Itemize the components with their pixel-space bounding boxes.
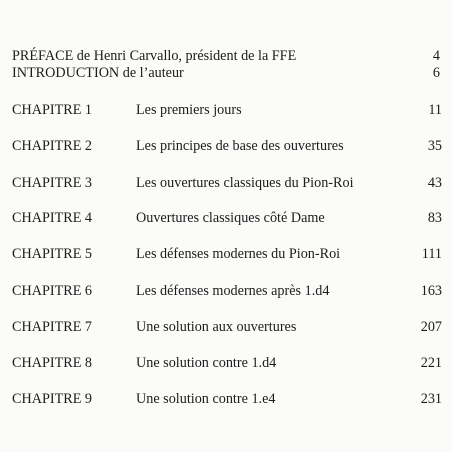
chapter-number: CHAPITRE 6 — [12, 283, 93, 299]
chapter-number: CHAPITRE 7 — [12, 319, 93, 335]
chapter-number: CHAPITRE 1 — [12, 102, 93, 118]
chapter-row-2 — [12, 137, 442, 155]
chapter-row-5 — [12, 245, 442, 263]
preface-entry — [12, 48, 440, 64]
chapter-row-8 — [12, 354, 442, 372]
chapter-row-7 — [12, 318, 442, 336]
chapter-page-number: 11 — [428, 102, 442, 118]
chapter-title: Une solution contre 1.e4 — [136, 391, 276, 407]
chapter-row-1 — [12, 101, 442, 119]
chapter-page-number: 221 — [420, 355, 442, 371]
chapter-number: CHAPITRE 4 — [12, 210, 93, 226]
chapter-number: CHAPITRE 9 — [12, 391, 93, 407]
chapter-row-3 — [12, 174, 442, 192]
chapter-page-number: 111 — [421, 246, 442, 262]
introduction-page-number: 6 — [432, 65, 440, 81]
chapter-page-number: 83 — [427, 210, 442, 226]
introduction-entry — [12, 65, 440, 81]
preface-page-number: 4 — [432, 48, 440, 64]
chapter-number: CHAPITRE 8 — [12, 355, 93, 371]
chapter-page-number: 43 — [427, 175, 442, 191]
chapter-page-number: 207 — [420, 319, 442, 335]
chapter-number: CHAPITRE 2 — [12, 138, 93, 154]
chapter-title: Les principes de base des ouvertures — [136, 138, 344, 154]
chapter-title: Une solution contre 1.d4 — [136, 355, 277, 371]
chapter-title: Les premiers jours — [136, 102, 242, 118]
chapter-title: Une solution aux ouvertures — [136, 319, 297, 335]
chapter-page-number: 163 — [420, 283, 442, 299]
chapter-page-number: 35 — [427, 138, 442, 154]
chapter-title: Ouvertures classiques côté Dame — [136, 210, 325, 226]
chapter-row-4 — [12, 209, 442, 227]
preface-label: PRÉFACE de Henri Carvallo, président de la FFE — [12, 48, 297, 64]
chapter-title: Les défenses modernes du Pion-Roi — [136, 246, 341, 262]
chapter-title: Les ouvertures classiques du Pion-Roi — [136, 175, 354, 191]
chapter-number: CHAPITRE 5 — [12, 246, 93, 262]
introduction-label: INTRODUCTION de l’auteur — [12, 65, 184, 81]
chapter-row-9 — [12, 390, 442, 408]
chapter-row-6 — [12, 282, 442, 300]
chapter-number: CHAPITRE 3 — [12, 175, 93, 191]
chapter-page-number: 231 — [420, 391, 442, 407]
chapter-title: Les défenses modernes après 1.d4 — [136, 283, 330, 299]
